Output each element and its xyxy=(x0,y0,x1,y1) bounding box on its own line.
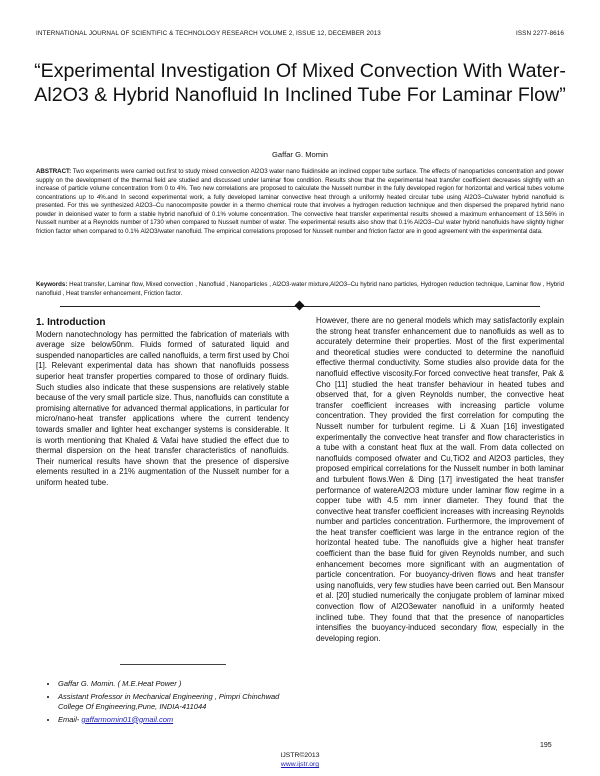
footnote-rule xyxy=(120,664,226,665)
footnote-affiliation: • Assistant Professor in Mechanical Engineering , Pimpri Chinchwad College Of Engineering,Pune, INDIA-411044 xyxy=(58,692,289,713)
divider-diamond-icon xyxy=(295,301,305,311)
footnote-email xyxy=(58,715,289,726)
footnote-author: • Gaffar G. Momin. ( M.E.Heat Power ) xyxy=(58,679,289,690)
email-label: Email- xyxy=(58,714,82,724)
issn: ISSN 2277-8616 xyxy=(516,30,564,37)
intro-heading: 1. Introduction xyxy=(36,317,106,328)
keywords xyxy=(36,281,564,298)
journal-name: INTERNATIONAL JOURNAL OF SCIENTIFIC & TECHNOLOGY RESEARCH VOLUME 2, ISSUE 12, DECEMBER 2013 xyxy=(36,30,381,37)
page-number: 195 xyxy=(540,742,552,749)
footer-link[interactable]: www.ijstr.org xyxy=(280,761,320,768)
intro-left-text: Modern nanotechnology has permitted the fabrication of materials with average size below50nm. Fluids formed of saturated liquid and suspended nanoparticles are called nanofluids, a term first used by Choi [1]. Relevant experimental data has shown that nanofluids possess superior heat transfer properties compared to those of ordinary fluids. Such studies also indicate that these suspensions are relatively stable because of the very small particle size. Thus, nanofluids can constitute a promising alternative for advanced thermal applications, in particular for micro/nano-heat transfer applications where the current tendency towards smaller and lighter heat exchanger systems is considerable. It is worth mentioning that Khaled & Vafai have studied the effect due to thermal dispersion on the heat transfer characteristics of nanofluids. Their numerical results have shown that the presence of dispersive elements resulted in a 21% augmentation of the Nusselt number for a uniform heated tube. xyxy=(36,329,289,487)
keywords-label: Keywords: xyxy=(36,281,68,288)
author-name: Gaffar G. Momin xyxy=(272,150,328,159)
author-footnotes xyxy=(36,679,289,727)
paper-title: “Experimental Investigation Of Mixed Convection With Water-Al2O3 & Hybrid Nanofluid In Inclined Tube For Laminar Flow” xyxy=(34,60,566,106)
abstract-label: ABSTRACT: xyxy=(36,168,72,175)
abstract xyxy=(36,168,564,236)
page-footer xyxy=(0,751,600,769)
keywords-text: Heat transfer, Laminar flow, Mixed convection , Nanofluid , Nanoparticles , Al2O3-water mixture,Al2O3–Cu hybrid nano particles, Hydrogen reduction technique, Laminar flow , Hybrid nanofluid , Heat transfer enhancement, Friction factor. xyxy=(36,281,564,297)
email-link[interactable]: gaffarmomin01@gmail.com xyxy=(81,714,174,724)
right-column xyxy=(316,316,564,644)
abstract-text: Two experiments were carried out.first to study mixed convection Al2O3 water nano fluidinside an inclined copper tube surface. The effects of nanoparticles concentration and power supply on the development of the thermal field are studied and discussed under laminar flow condition. Results show that the experimental heat transfer coefficient decreases slightly with an increase of particle volume concentration from 0 to 4%. Two new correlations are proposed to calculate the Nusselt number in the fully developed region for horizontal and vertical tubes volume concentrations up to 4%.and In second experimental work, a fully developed laminar convective heat through a uniformly heated circular tube using Al2O3–Cu/water hybrid nanofluid is presented. For this we synthesized Al2O3–Cu nanocomposite powder in a thermo chemical route that involves a hydrogen reduction technique and then dispersed the prepared hybrid nano powder in deionised water to form a stable hybrid nanofluid of 0.1% volume concentration. The convective heat transfer experimental results showed a maximum enhancement of 13.56% in Nusselt number at a Reynolds number of 1730 when compared to Nusselt number of water. The experimental results also show that 0.1% Al2O3–Cu/ water hybrid nanofluids have slightly higher friction factor when compared to 0.1% Al2O3/water nanofluid. The empirical correlations proposed for Nusselt number and friction factor are in good agreement with the experimental data. xyxy=(36,168,564,235)
intro-right-text: However, there are no general models which may satisfactorily explain the strong heat transfer enhancement due to nanofluids as well as to accurately determine their properties. Most of the first experimental and theoretical studies were conducted to determine the nanofluid effective thermal conductivity. Some studies also provide data for the nanofluid effective viscosity.For forced convective heat transfer, Pak & Cho [11] studied the heat transfer behaviour in heated tubes and observed that, for a given Reynolds number, the convective heat transfer coefficient increases with increasing particle volume concentration. They provided the first correlation for computing the Nusselt number for turbulent regime. Li & Xuan [16] investigated experimentally the convective heat transfer and flow characteristics in a tube with a constant heat flux at the wall. From data collected on nanofluids composed ofwater and Cu,TiO2 and Al2O3 particles, they proposed empirical correlations for the Nusselt number in both laminar and turbulent flows.Wen & Ding [17] investigated the heat transfer performance of watereAl2O3 mixture under laminar flow regime in a copper tube with 4.5 mm inner diameter. They found that the convective heat transfer coefficient increases with increasing Reynolds number and particles concentration. Furthermore, the improvement of the heat transfer coefficient was large in the entrance region of the horizontal heated tube. The nanofluids give a higher heat transfer coefficient than the base fluid for given Reynolds number, and such enhancement becomes more significant with an augmentation of particle concentration. For buoyancy-driven flows and heat transfer using nanofluids, very few studies have been carried out. Ben Mansour et al. [20] studied numerically the conjugate problem of laminar mixed convection flow of Al2O3ewater nanofluid in a uniformly heated inclined tube. They found that that the presence of nanoparticles intensifies the buoyancy-induced secondary flow, especially in the developing region. xyxy=(316,316,564,643)
footer-copyright: IJSTR©2013 xyxy=(280,752,320,759)
left-column xyxy=(36,318,289,489)
journal-header xyxy=(36,30,564,37)
